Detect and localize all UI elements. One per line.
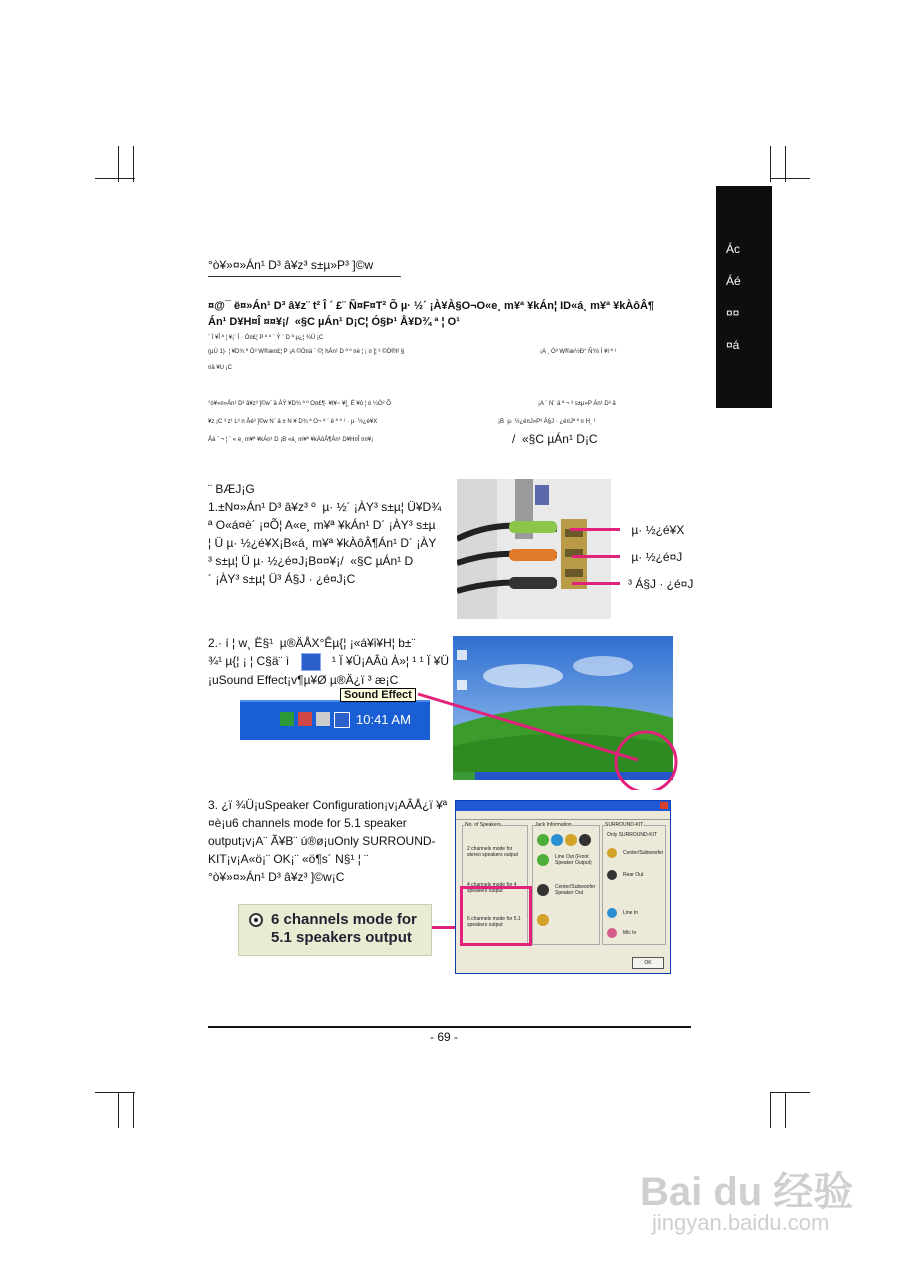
pointer-arrow xyxy=(410,680,690,790)
crop-mark xyxy=(118,146,119,182)
jack-label: Center/Subwoofer xyxy=(623,850,664,856)
step-1-line: ´ ¡ÀY³ s±µ¦ Ü³ Á§J · ¿é¤J¡C xyxy=(208,572,356,586)
audio-jack-photo xyxy=(457,479,611,619)
group-label: No. of Speakers xyxy=(465,822,501,828)
fine-print-line: ¨ Ï ¥Î ª ¦ ¥¡¨ Ì · Ó¤£¦ P ª º ¨ Ý ¨ D ª µ¿¦ ¾Ü ¡C xyxy=(208,335,324,341)
security-icon xyxy=(298,712,312,726)
ok-button[interactable]: OK xyxy=(632,957,664,969)
crop-mark xyxy=(118,1092,119,1128)
fine-print-line: ¡A ¸ Ó³ W®æ½Ð° Ñ¾\ Ì ¥l ª ¹ xyxy=(540,349,617,355)
jack-label: Center/Subwoofer Speaker Out xyxy=(555,884,596,896)
step-3-line: °ò¥»¤»Án¹ D³ â¥z³ ]©w¡C xyxy=(208,870,345,884)
jack-icon xyxy=(537,914,549,926)
group-label: SURROUND-KIT xyxy=(605,822,644,828)
taskbar-snippet xyxy=(240,700,430,740)
step-1-line: ¦ Ü µ· ½¿é¥X¡B«á¸ m¥ª ¥kÀôÂ¶Án¹ D´ ¡ÀY xyxy=(208,536,437,550)
pointer-line xyxy=(572,582,620,585)
jack-label: Rear Out xyxy=(623,872,644,878)
step-2-inline-tail: ¹ Ï ¥Ü¡AÂù À»¦ ¹ ¹ Ï ¥Ü xyxy=(331,654,450,668)
page-number: - 69 - xyxy=(430,1030,459,1044)
step-1-text xyxy=(208,498,441,588)
jack-info-group xyxy=(532,822,600,945)
steps-heading: ¨ BÆJ¡G xyxy=(208,482,255,496)
watermark-logo: Bai du 经验 xyxy=(640,1170,854,1214)
footer-rule xyxy=(208,1026,691,1028)
jack-label-mic-in: ³ Á§J · ¿é¤J xyxy=(628,577,694,591)
dialog-titlebar xyxy=(456,801,670,811)
fine-print-line: ¥z ¡C ³ z¹ L³ n Åé³ ]©w N¨ ä ± N ¥ D¾ ª O¬ ª ¨ ê ª º ¹ · µ· ½¿é¥X xyxy=(208,419,378,425)
step-3-line: KIT¡v¡A«ö¡¨ OK¡¨ «ö¶s´ N§¹ ¦ ¨ xyxy=(208,852,369,866)
callout-line: 5.1 speakers output xyxy=(271,929,412,946)
step-2-line: ¡uSound Effect¡v¶µ¥Ø µ®Ä¿ï ³ æ¡C xyxy=(208,672,399,687)
pointer-line xyxy=(572,555,620,558)
callout-box xyxy=(238,904,432,956)
intro-paragraph xyxy=(208,298,688,330)
pointer-line xyxy=(570,528,620,531)
fine-print-line: Åà ¨ ¬ ¦ ¨ « e¸ m¥ª ¥kÁn¹ D ¡B «á¸ m¥ª ¥kÀôÂ¶Án¹ D¥H¤Î ¤¤¥¡ xyxy=(208,437,374,443)
jack-icon xyxy=(565,834,577,846)
intro-line: Án¹ D¥H¤Î ¤¤¥¡/ «§C µÁn¹ D¡C¦ Ó§Þ¹ Å¥D¾ ª ¦ O¹ xyxy=(208,316,460,328)
radio-option[interactable]: 4 channels mode for 4 speakers output xyxy=(467,882,517,894)
jack-icon xyxy=(607,848,617,858)
side-tab-label: ¤á xyxy=(726,338,740,352)
watermark-url: jingyan.baidu.com xyxy=(652,1210,830,1235)
chapter-side-tab xyxy=(716,186,772,408)
intro-line: ¤@¯ ë¤»Án¹ D³ â¥z¨ t² Î ´ £¨ Ñ¤F¤T² Õ µ· ½´ ¡À¥À§O¬O«e¸ m¥ª ¥kÁn¦ ID«á¸ m¥ª ¥kÀôÂ¶ xyxy=(208,300,655,312)
printer-icon xyxy=(316,712,330,726)
jack-icon xyxy=(607,870,617,880)
jack-label-line-out: µ· ½¿é¥X xyxy=(628,523,685,537)
jack-icon xyxy=(551,834,563,846)
crop-mark xyxy=(133,146,134,182)
side-tab-label: Áé xyxy=(726,274,741,288)
checkbox-option[interactable]: Only SURROUND-KIT xyxy=(607,832,658,838)
jack-label: Line In xyxy=(623,910,639,916)
radio-option[interactable]: 2 channels mode for stereo speakers output xyxy=(467,846,518,858)
group-label: Jack Information xyxy=(535,822,572,828)
step-1-line: ª O«á¤è´ ¡¤Õ¦ A«e¸ m¥ª ¥kÁn¹ D´ ¡ÀY³ s±µ xyxy=(208,518,436,532)
jack-icon xyxy=(537,834,549,846)
sound-effect-icon[interactable] xyxy=(334,712,350,728)
crop-mark xyxy=(95,1092,135,1093)
crop-mark xyxy=(785,146,786,182)
jack-icon xyxy=(537,854,549,866)
dialog-tabs xyxy=(456,811,670,820)
step-3-line: 3. ¿ï ¾Ü¡uSpeaker Configuration¡v¡AÂÅ¿ï ¥ª xyxy=(208,798,448,812)
crop-mark xyxy=(785,1092,786,1128)
network-icon xyxy=(280,712,294,726)
crop-mark xyxy=(770,178,810,179)
jack-icon xyxy=(537,884,549,896)
step-2-line: 2.· í ¦ w¸ Ë§¹ µ®ÄÅX°Êµ{¦ ¡«á¥i¥H¦ b±¨ xyxy=(208,636,416,650)
crop-mark xyxy=(95,178,135,179)
jack-icon xyxy=(607,928,617,938)
crop-mark xyxy=(133,1092,134,1128)
radio-option[interactable]: 6 channels mode for 5.1 speakers output xyxy=(467,916,521,928)
section-title: °ò¥»¤»Án¹ D³ â¥z³ s±µ»P³ ]©w xyxy=(208,258,374,272)
crop-mark xyxy=(770,1092,810,1093)
crop-mark xyxy=(770,1092,771,1128)
jack-icon xyxy=(579,834,591,846)
callout-line: 6 channels mode for xyxy=(271,911,417,928)
step-3-line: output¡v¡A¨ Ã¥B¨ ú®ø¡uOnly SURROUND- xyxy=(208,834,436,848)
fine-print-line: (µÚ 1)· ¦ ¥D¾ ª Ó³ W®æ¤£¦ P ¡A ©Ò¤ä ´ ©¦ hÁn¹ D ª º ¤è ¦ ¡ ¤ ]¦ ³ ©Ò®t² § xyxy=(208,349,405,355)
sound-effect-tray-icon xyxy=(301,653,321,671)
step-1-line: ³ s±µ¦ Ü µ· ½¿é¤J¡B¤¤¥¡/ «§C µÁn¹ D xyxy=(208,554,414,568)
sound-effect-tooltip: Sound Effect xyxy=(340,688,416,702)
clock: 10:41 AM xyxy=(356,712,411,727)
step-1-line: 1.±N¤»Án¹ D³ â¥z³ º µ· ½´ ¡ÀY³ s±µ¦ Ü¥D¾ xyxy=(208,500,442,514)
side-tab-label: Ác xyxy=(726,242,741,256)
step-3-line: ¤è¡u6 channels mode for 5.1 speaker xyxy=(208,816,407,830)
side-tab-label: ¤¤ xyxy=(726,306,740,320)
jack-label: Line Out (Front Speaker Output) xyxy=(555,854,592,866)
jack-label-line-in: µ· ½¿é¤J xyxy=(628,550,683,564)
close-icon[interactable] xyxy=(660,802,668,809)
fine-print-line: °ò¥»¤»Án¹ D³ â¥z³ ]©w¨ ä ÀÝ ¥D¾ ª º O¤£¶· ¥t¥~ ¥[¸ Ë ¥ô ¦ ó ¼Ò² Õ xyxy=(208,401,391,407)
radio-selected xyxy=(249,913,263,927)
jack-label: Mic In xyxy=(623,930,637,936)
fine-print-line: / «§C µÁn¹ D¡C xyxy=(512,432,598,446)
fine-print-line: ¤ä ¥U ¡C xyxy=(208,365,233,371)
step-2-line: ¾¹ µ{¦ ¡ ¦ C§ä¨ ì xyxy=(208,654,290,668)
dialog-highlight xyxy=(460,886,532,946)
crop-mark xyxy=(770,146,771,182)
step-3-text xyxy=(208,796,447,886)
fine-print-line: ¡B µ· ½¿é¤J»P³ Á§J · ¿é¤Jª º ¤ H¸ ¹ xyxy=(498,419,596,425)
surround-kit-group xyxy=(602,822,666,945)
title-underline xyxy=(208,276,401,277)
fine-print-line: ¡A ¨ N¨ ä ª ¬ ³ s±µ»P Án¹ D³ â xyxy=(538,401,616,407)
step-2-line-row xyxy=(208,652,449,671)
jack-icon xyxy=(607,908,617,918)
